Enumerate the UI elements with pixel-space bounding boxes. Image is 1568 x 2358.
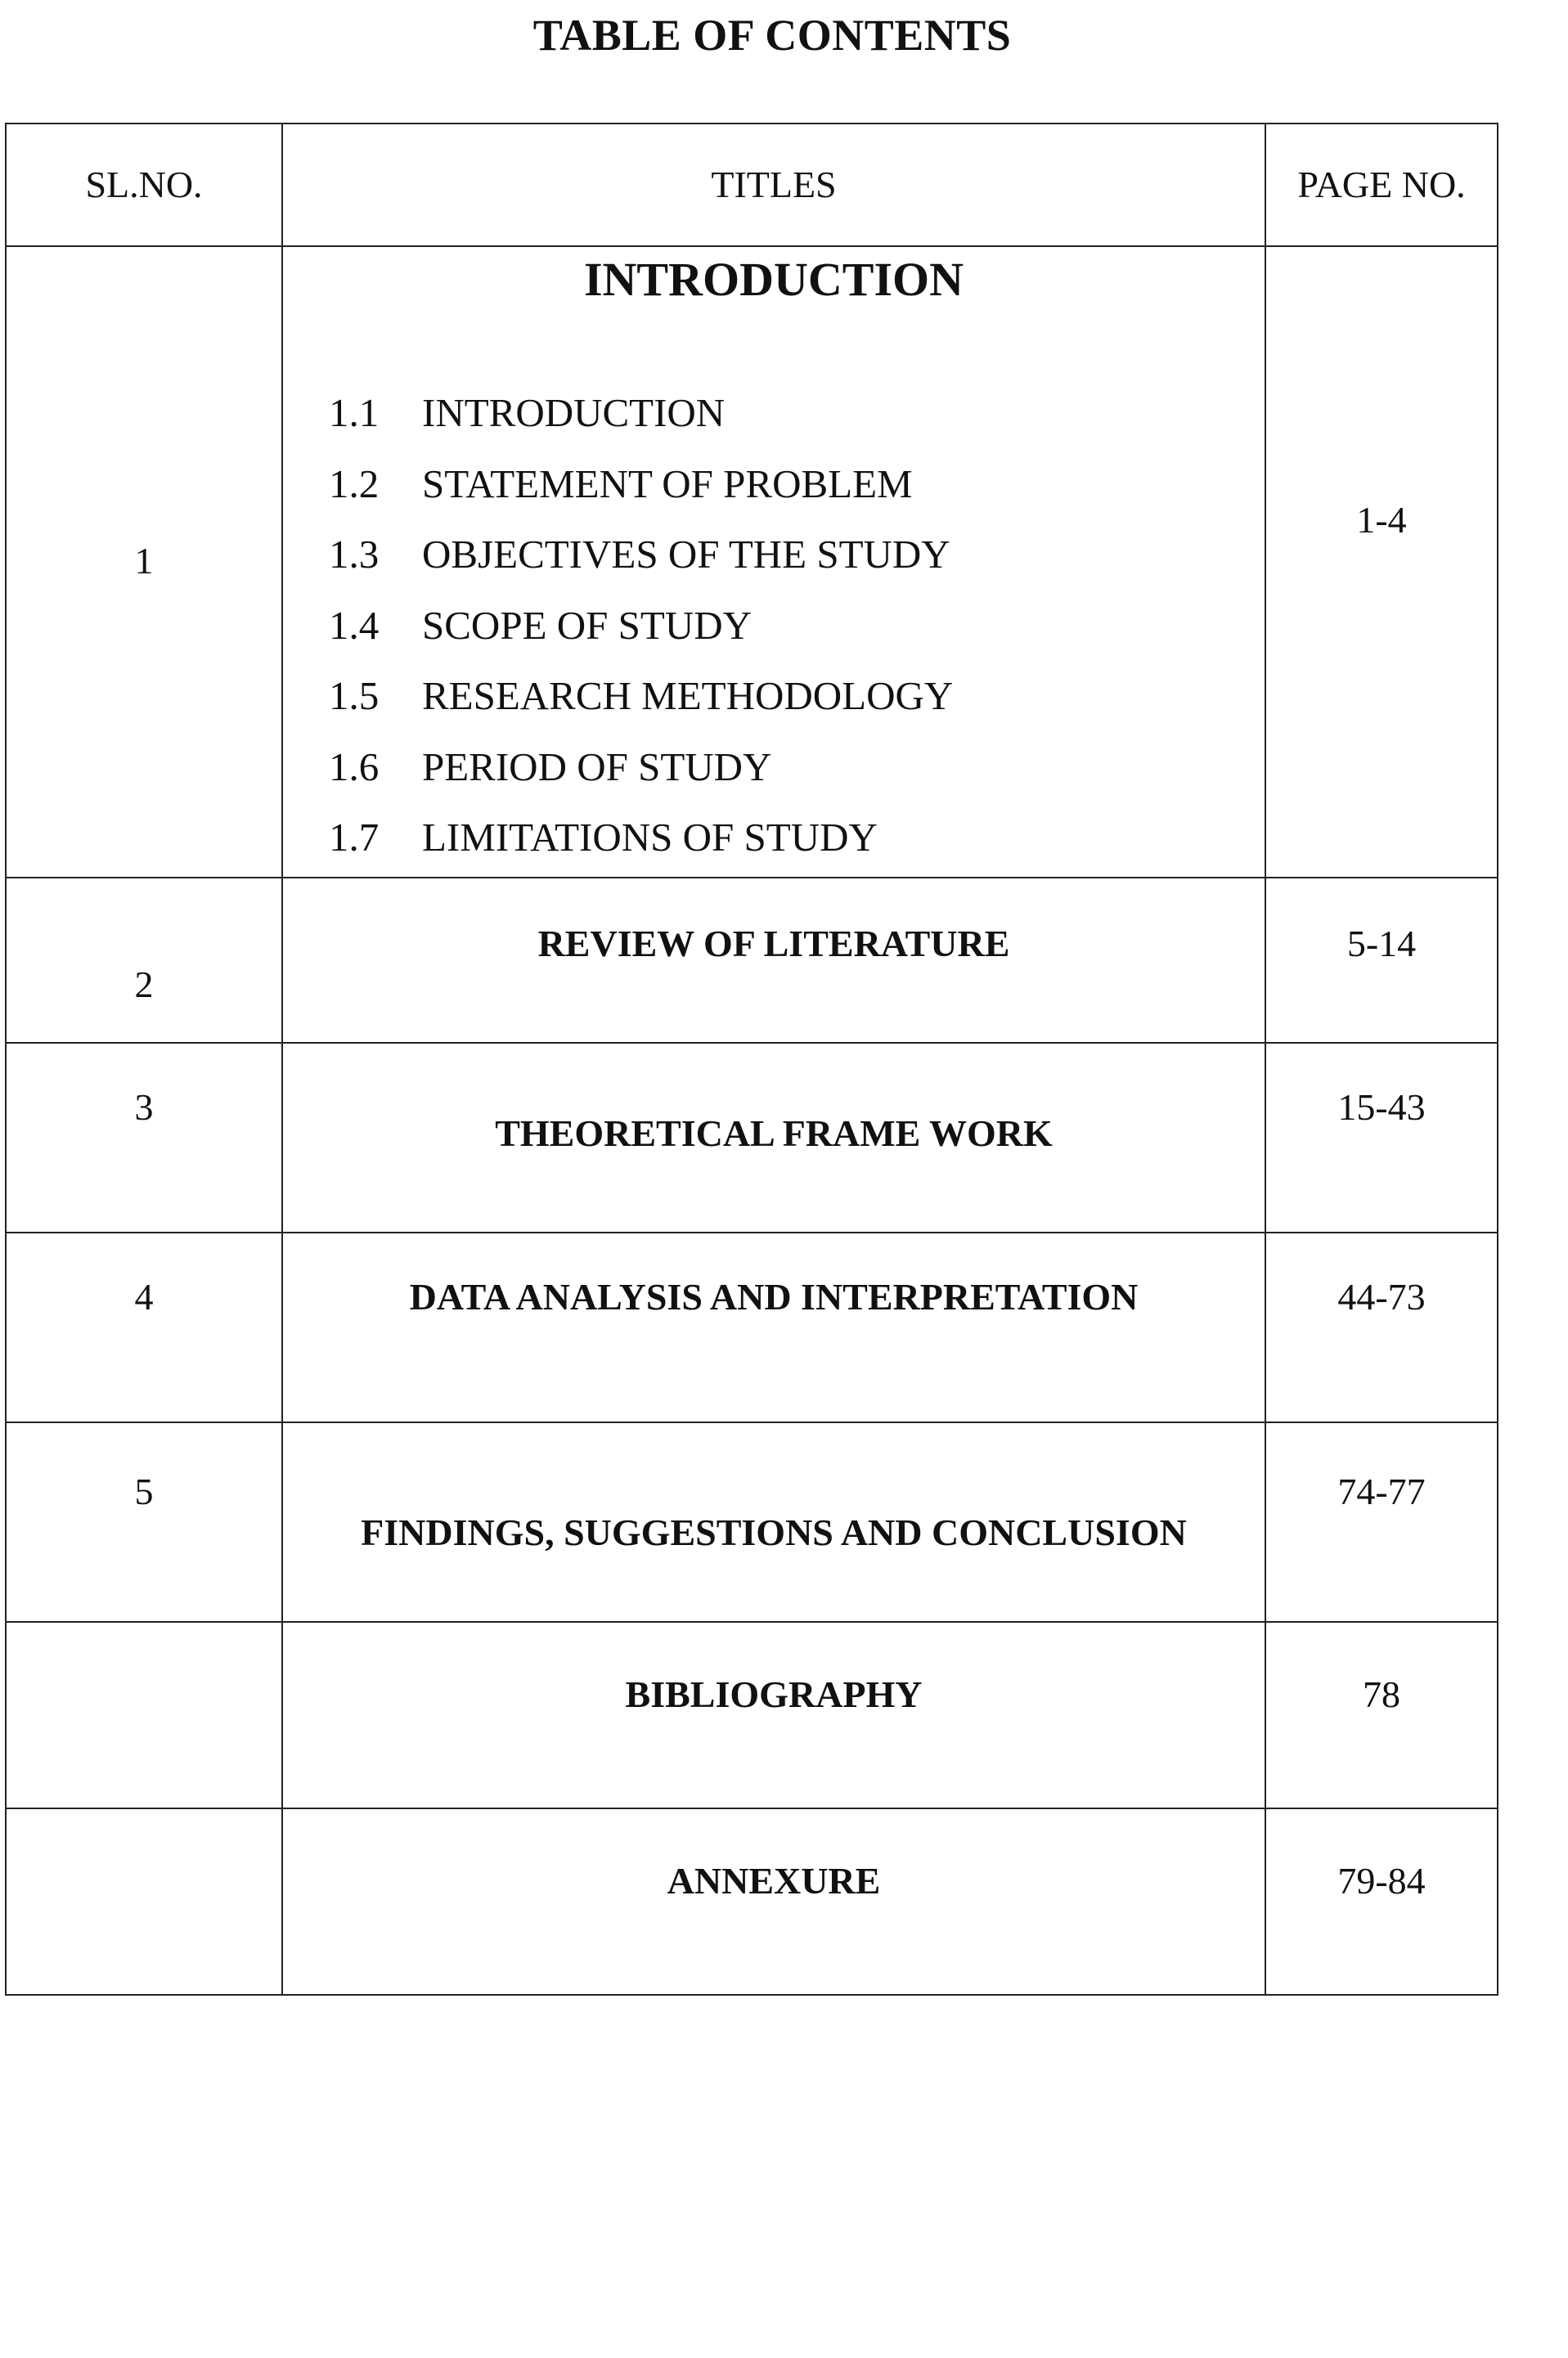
sl-no-cell: [6, 1233, 282, 1422]
title-cell: [282, 878, 1265, 1043]
list-item: [329, 802, 953, 874]
sl-no-cell: [6, 1622, 282, 1808]
title-cell: [282, 1422, 1265, 1622]
subsection-number: 1.1: [329, 390, 380, 435]
subsection-number: 1.7: [329, 815, 380, 860]
subsection-number: 1.2: [329, 460, 380, 506]
page-no-cell: [1265, 246, 1498, 878]
title-cell: [282, 1622, 1265, 1808]
sl-no-value: 1: [134, 540, 154, 582]
subsection-label: INTRODUCTION: [422, 390, 726, 435]
chapter-title: THEORETICAL FRAME WORK: [495, 1112, 1053, 1154]
subsection-label: PERIOD OF STUDY: [422, 743, 772, 789]
page-title: TABLE OF CONTENTS: [532, 11, 1012, 60]
page-range: 5-14: [1346, 923, 1417, 964]
sl-no-cell: [6, 1043, 282, 1233]
chapter-title: INTRODUCTION: [583, 253, 964, 306]
header-sl-no: SL.NO.: [6, 124, 282, 246]
table-row: [6, 1422, 1498, 1622]
toc-table: [5, 123, 1498, 1996]
sl-no-value: 4: [134, 1276, 154, 1318]
page-range: 79-84: [1337, 1860, 1426, 1902]
subsection-label: OBJECTIVES OF THE STUDY: [422, 532, 950, 577]
page-no-cell: [1265, 1233, 1498, 1422]
table-row: [6, 246, 1498, 878]
list-item: [329, 661, 953, 732]
table-header-row: [6, 124, 1498, 246]
table-row: [6, 878, 1498, 1043]
header-titles: TITLES: [282, 124, 1265, 246]
chapter-title: REVIEW OF LITERATURE: [537, 923, 1010, 964]
subsection-label: LIMITATIONS OF STUDY: [422, 815, 878, 860]
header-page-no: PAGE NO.: [1265, 124, 1498, 246]
chapter-title: ANNEXURE: [667, 1860, 881, 1902]
subsection-number: 1.6: [329, 743, 380, 789]
sl-no-cell: [6, 1808, 282, 1995]
subsection-number: 1.4: [329, 602, 380, 648]
list-item: [329, 449, 953, 520]
table-row: [6, 1233, 1498, 1422]
table-row: [6, 1622, 1498, 1808]
list-item: [329, 378, 953, 449]
page-range: 15-43: [1337, 1086, 1426, 1128]
sl-no-value: 3: [134, 1086, 154, 1128]
table-row: [6, 1043, 1498, 1233]
subsection-list: [329, 378, 953, 874]
page-no-cell: [1265, 878, 1498, 1043]
sl-no-value: 2: [134, 963, 154, 1005]
sl-no-cell: [6, 878, 282, 1043]
page-range: 44-73: [1337, 1276, 1426, 1318]
chapter-title: DATA ANALYSIS AND INTERPRETATION: [409, 1276, 1139, 1318]
title-cell: [282, 246, 1265, 878]
sl-no-value: 5: [134, 1471, 154, 1512]
title-cell: [282, 1043, 1265, 1233]
subsection-label: STATEMENT OF PROBLEM: [422, 460, 913, 506]
list-item: [329, 591, 953, 662]
list-item: [329, 732, 953, 803]
title-cell: [282, 1808, 1265, 1995]
page-no-cell: [1265, 1808, 1498, 1995]
subsection-label: SCOPE OF STUDY: [422, 602, 752, 648]
page-range: 74-77: [1337, 1471, 1426, 1512]
sl-no-cell: [6, 246, 282, 878]
sl-no-cell: [6, 1422, 282, 1622]
table-row: [6, 1808, 1498, 1995]
chapter-title: FINDINGS, SUGGESTIONS AND CONCLUSION: [361, 1511, 1187, 1553]
subsection-label: RESEARCH METHODOLOGY: [422, 673, 954, 718]
page-no-cell: [1265, 1043, 1498, 1233]
list-item: [329, 519, 953, 591]
page-range: 1-4: [1356, 499, 1407, 541]
subsection-number: 1.5: [329, 673, 380, 718]
chapter-title: BIBLIOGRAPHY: [625, 1673, 923, 1715]
title-cell: [282, 1233, 1265, 1422]
page-no-cell: [1265, 1622, 1498, 1808]
page-range: 78: [1363, 1673, 1400, 1715]
subsection-number: 1.3: [329, 532, 380, 577]
page-no-cell: [1265, 1422, 1498, 1622]
